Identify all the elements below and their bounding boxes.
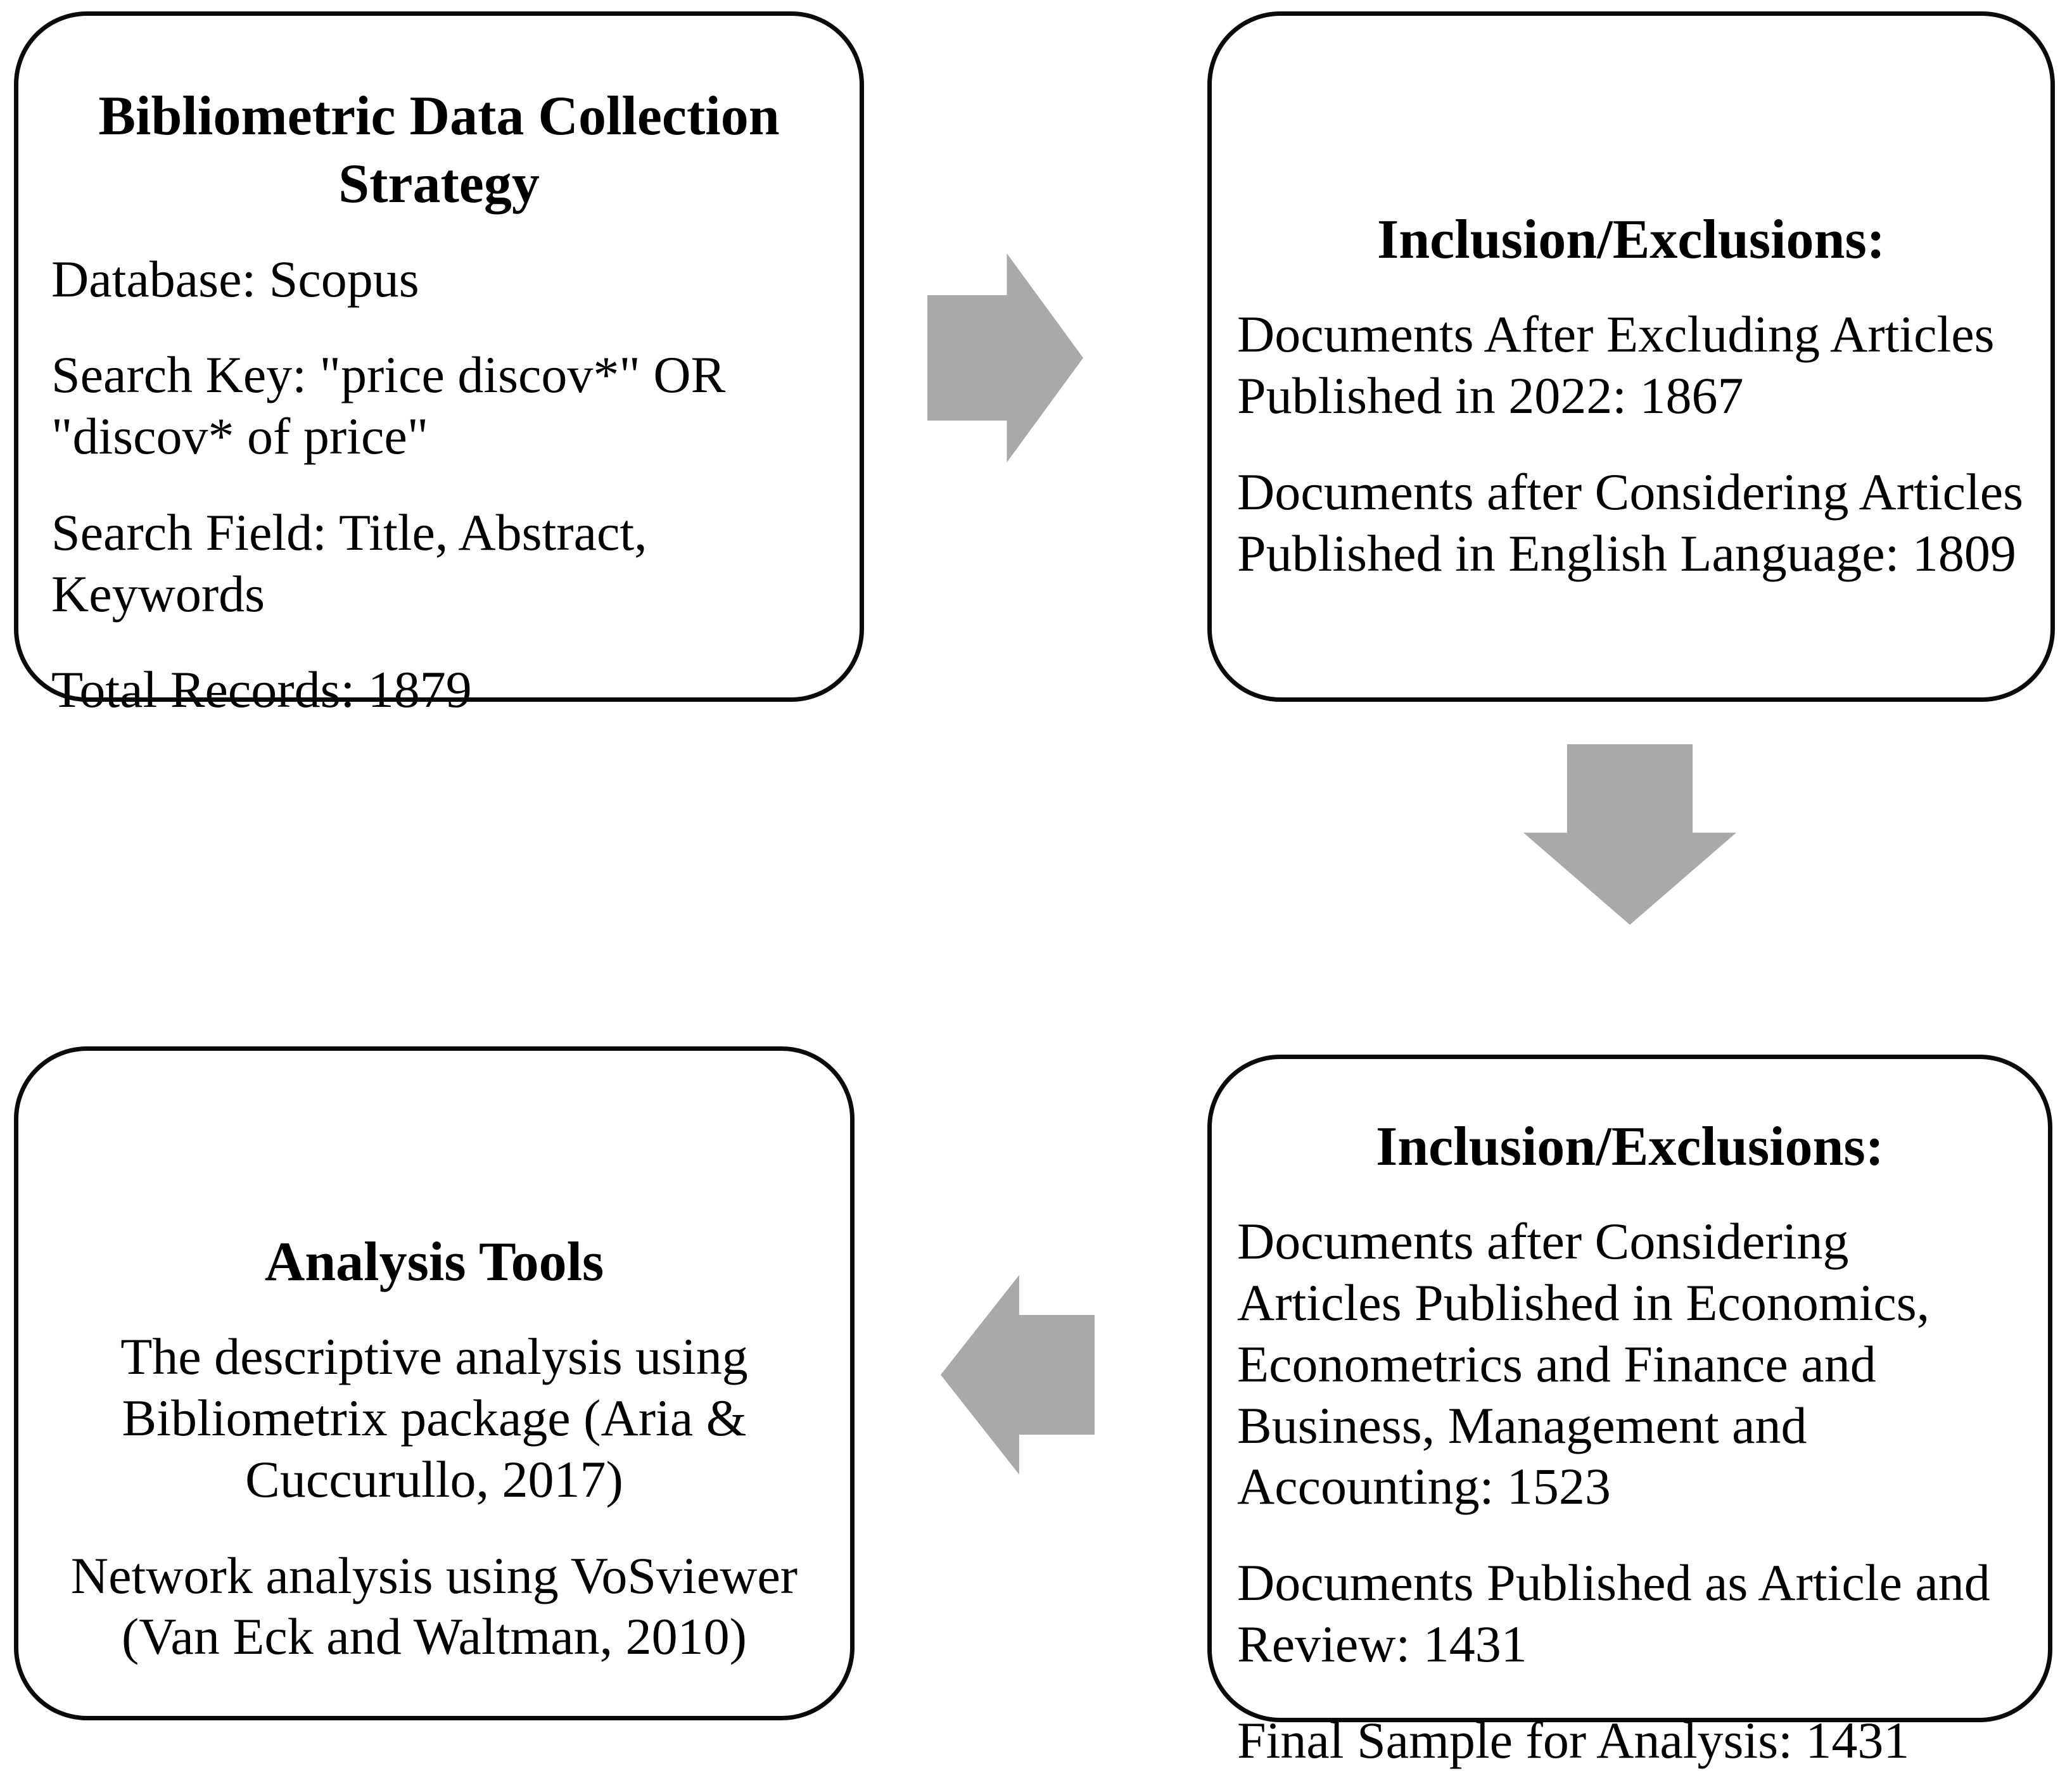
box-item: Final Sample for Analysis: 1431: [1237, 1711, 1910, 1769]
box-item: Documents After Excluding Articles Published in 2022: 1867: [1237, 305, 1995, 425]
box-item: Documents after Considering Articles Published in Economics, Econometrics and Finance and Business, Management and Accounting: 1523: [1237, 1212, 1930, 1516]
box-analysis-tools: [14, 1046, 855, 1720]
box-item: Search Key: "price discov*" OR "discov* of price": [51, 346, 726, 466]
box-item: Network analysis using VoSviewer (Van Eck and Waltman, 2010): [70, 1546, 798, 1666]
box-item: Search Field: Title, Abstract, Keywords: [51, 503, 647, 623]
arrow-down-icon: [1523, 744, 1736, 925]
box-bibliometric-data-collection: [14, 11, 864, 719]
box-item: Documents Published as Article and Review: 1431: [1237, 1554, 1990, 1673]
box-title: Bibliometric Data Collection Strategy: [98, 86, 780, 215]
box-item: Documents after Considering Articles Published in English Language: 1809: [1237, 462, 2024, 582]
arrow-left-icon: [941, 1275, 1095, 1475]
box-title: Analysis Tools: [264, 1231, 604, 1293]
box-title: Inclusion/Exclusions:: [1375, 1116, 1885, 1177]
box-item: Database: Scopus: [51, 250, 419, 308]
box-title: Inclusion/Exclusions:: [1376, 209, 1886, 270]
box-inclusion-exclusions-top: [1207, 11, 2055, 702]
arrow-right-icon: [927, 253, 1083, 462]
box-inclusion-exclusions-bottom: [1207, 1055, 2052, 1769]
box-item: The descriptive analysis using Bibliometrix package (Aria & Cuccurullo, 2017): [120, 1328, 748, 1508]
box-item: Total Records: 1879: [51, 661, 472, 719]
